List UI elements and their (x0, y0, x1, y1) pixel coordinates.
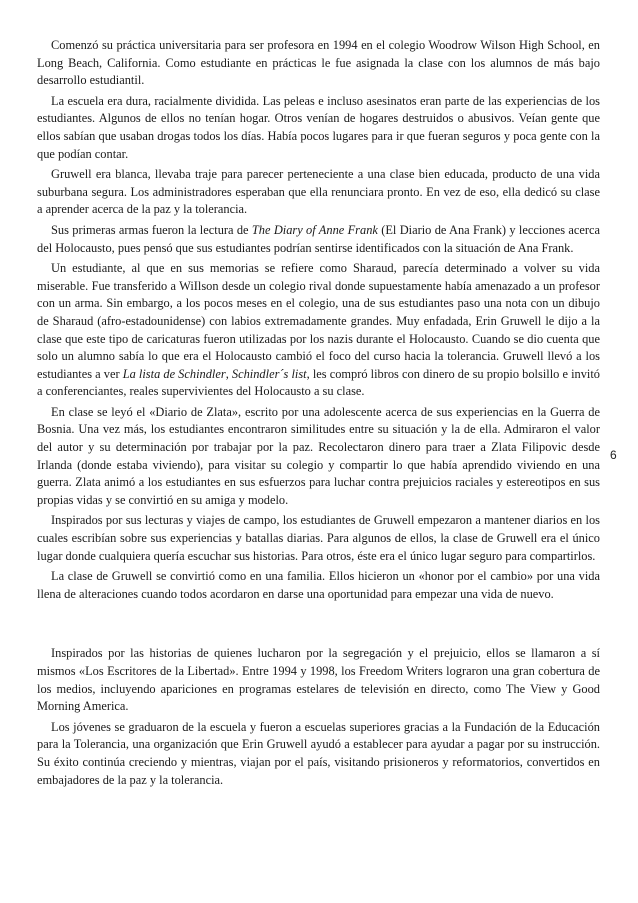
section-gap (37, 606, 600, 645)
paragraph-5-sep: , (225, 366, 232, 381)
paragraph-6: En clase se leyó el «Diario de Zlata», escrito por una adolescente acerca de sus experiencias en la Guerra de Bosnia. Una vez más, los estudiantes encontraron similitudes entre su situación y la de ella. Admiraron el valor del autor y su determinación por trabajar por la paz. Recolectaron dinero para traer a Zlata Filipovic desde Irlanda (donde estaba viviendo), para visitar su colegio y compartir lo que había aprendido viviendo en una guerra. Zlata animó a los estudiantes en sus esfuerzos para luchar contra prejuicios raciales y estereotipos en sus propias vidas y se convirtió en su amiga y modelo. (37, 404, 600, 507)
paragraph-4-after: (El Diario de Ana Frank) y lecciones acerca del Holocausto, pues pensó que sus estudiantes podrían sentirse identificados con la situación de Ana Frank. (37, 222, 600, 255)
paragraph-5-before: Un estudiante, al que en sus memorias se refiere como Sharaud, parecía determinado a volver su vida miserable. Fue transferido a WiIlson desde un colegio rival donde supuestamente había amenazado a un profesor con un arma. Sin embargo, a los pocos meses en el colegio, una de sus estudiantes paso una nota con un dibujo de Sharaud (afro-estadounidense) con labios extremadamente grandes. Muy enfadada, Erin Gruwell le dijo a la clase que este tipo de caricaturas fueron utilizadas por los nazis durante el Holocausto. Cuando se dio cuenta que solo un alumno sabía lo que era el Holocausto cambió el foco del curso hacia la tolerancia. Gruwell llevó a los estudiantes a ver (37, 261, 600, 381)
paragraph-8: La clase de Gruwell se convirtió como en una familia. Ellos hicieron un «honor por el cambio» por una vida llena de alteraciones cuando todos acordaron en darse una oportunidad para empezar una vida de nuevo. (37, 569, 600, 601)
paragraph-4 (37, 222, 600, 257)
paragraph-10: Los jóvenes se graduaron de la escuela y fueron a escuelas superiores gracias a la Fundación de la Educación para la Tolerancia, una organización que Erin Gruwell ayudó a establecer para ayudar a pagar por su instrucción. Su éxito continúa creciendo y mientras, viajan por el país, visitando prisioneros y reformatorios, convertidos en embajadores de la paz y la tolerancia. (37, 719, 600, 787)
paragraph-5-after: , les compró libros con dinero de su propio bolsillo e invitó a conferenciantes, reales supervivientes del Holocausto a su clase. (37, 366, 600, 399)
paragraph-2: La escuela era dura, racialmente dividida. Las peleas e incluso asesinatos eran parte de las experiencias de los estudiantes. Algunos de ellos no tenían hogar. Otros venían de hogares destruidos o abusivos. Veían gente que ellos sabían que usaban drogas todos los días. Había pocos lugares para ir que fueran seguros y poca gente con la que podían contar. (37, 93, 600, 161)
paragraph-1: Comenzó su práctica universitaria para ser profesora en 1994 en el colegio Woodrow Wilson High School, en Long Beach, California. Como estudiante en prácticas le fue asignada la clase con los alumnos de más bajo desarrollo estudiantil. (37, 38, 600, 88)
document-body (37, 37, 600, 792)
page-number: 6 (610, 448, 617, 462)
film-title-en: Schindler´s list (231, 366, 307, 381)
paragraph-9: Inspirados por las historias de quienes lucharon por la segregación y el prejuicio, ellos se llamaron a sí mismos «Los Escritores de la Libertad». Entre 1994 y 1998, los Freedom Writers lograron una gran cobertura de los medios, incluyendo apariciones en programas estelares de televisión en directo, como The View y Good Morning America. (37, 646, 600, 714)
film-title-es: La lista de Schindler (122, 366, 226, 381)
book-title-anne-frank: The Diary of Anne Frank (251, 222, 378, 237)
paragraph-3: Gruwell era blanca, llevaba traje para parecer perteneciente a una clase bien educada, producto de una vida suburbana segura. Los administradores esperaban que ella renunciara pronto. En vez de eso, ella dedicó su clase a aprender acerca de la paz y la tolerancia. (37, 167, 600, 217)
paragraph-5 (37, 260, 600, 401)
paragraph-4-before: Sus primeras armas fueron la lectura de (51, 222, 252, 237)
paragraph-7: Inspirados por sus lecturas y viajes de campo, los estudiantes de Gruwell empezaron a mantener diarios en los cuales escribían sobre sus experiencias y batallas diarias. Para algunos de ellos, la clase de Gruwell era el único lugar donde cualquiera quería escuchar sus historias. Para otros, éste era el único lugar seguro para compartirlos. (37, 513, 600, 563)
